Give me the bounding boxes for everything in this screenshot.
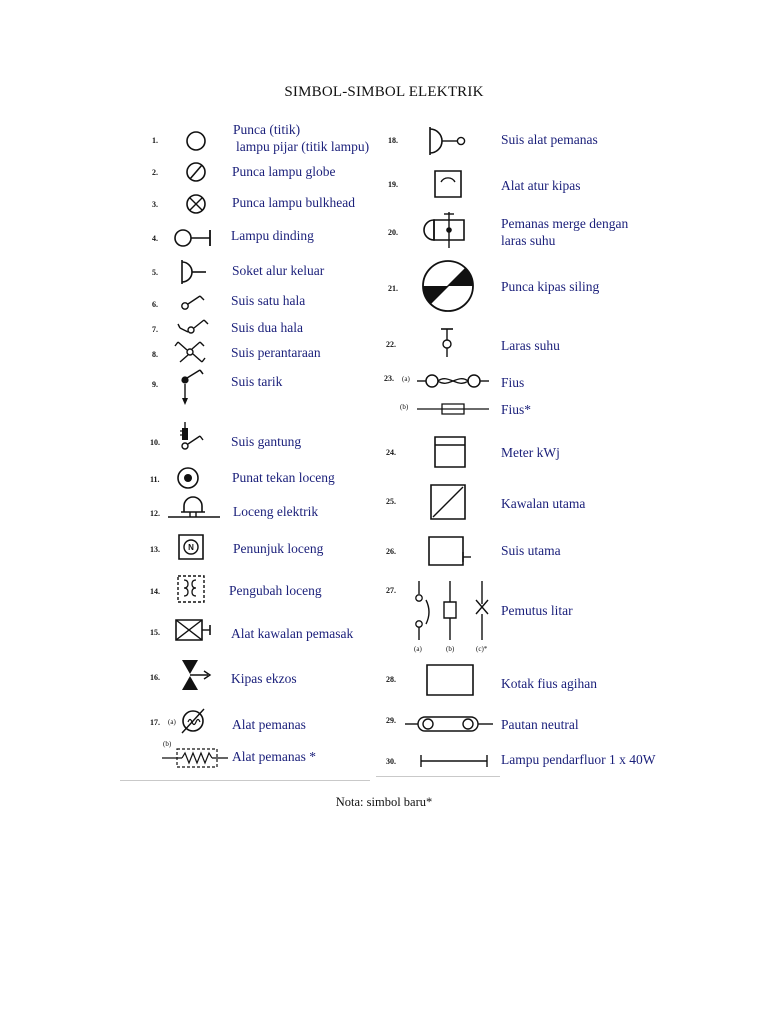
item-label: Lampu pendarfluor 1 x 40W <box>501 752 656 767</box>
item-number: 25. <box>386 497 396 506</box>
pull-switch-icon <box>172 366 212 410</box>
item-label: Punca (titik) <box>233 122 301 137</box>
heater-new-icon <box>160 746 230 772</box>
item-number: 24. <box>386 448 396 457</box>
item-number: 6. <box>152 300 158 309</box>
item-sub-label: (b) <box>446 645 455 653</box>
item-label: Alat kawalan pemasak <box>231 626 354 641</box>
item-number: 19. <box>388 180 398 189</box>
item-number: 10. <box>150 438 160 447</box>
one-way-switch-icon <box>178 290 214 314</box>
ceiling-fan-icon <box>420 258 476 314</box>
item-label: Kipas ekzos <box>231 671 297 686</box>
item-number: 30. <box>386 757 396 766</box>
item-label: Alat pemanas * <box>232 749 316 764</box>
kwh-meter-icon <box>432 434 468 470</box>
page-title: SIMBOL-SIMBOL ELEKTRIK <box>284 84 484 100</box>
crossed-circle-icon <box>178 190 214 218</box>
item-sub-label: (b) <box>400 403 409 411</box>
item-label: Pemutus litar <box>501 603 573 618</box>
bell-push-icon <box>174 464 210 492</box>
item-number: 13. <box>150 545 160 554</box>
heater-switch-icon <box>424 124 474 158</box>
item-number: 2. <box>152 168 158 177</box>
item-label: Suis perantaraan <box>231 345 321 360</box>
item-label: Laras suhu <box>501 338 560 353</box>
socket-outlet-icon <box>176 258 212 286</box>
intermediate-switch-icon <box>172 338 212 366</box>
fluorescent-lamp-icon <box>418 752 490 770</box>
exhaust-fan-icon <box>174 656 214 694</box>
item-number: 23. <box>384 374 394 383</box>
item-number: 28. <box>386 675 396 684</box>
item-number: 5. <box>152 268 158 277</box>
item-label: Suis satu hala <box>231 293 306 308</box>
item-label-line-2: laras suhu <box>501 233 556 248</box>
item-label: Punat tekan loceng <box>232 470 335 485</box>
item-number: 1. <box>152 136 158 145</box>
item-number: 22. <box>386 340 396 349</box>
item-label: Fius* <box>501 402 532 417</box>
item-label: Meter kWj <box>501 445 560 460</box>
divider <box>120 780 370 781</box>
item-label: Penunjuk loceng <box>233 541 324 556</box>
divider <box>376 776 500 777</box>
item-label: Suis gantung <box>231 434 302 449</box>
item-number: 8. <box>152 350 158 359</box>
item-number: 14. <box>150 587 160 596</box>
item-number: 9. <box>152 380 158 389</box>
two-way-switch-icon <box>176 312 216 338</box>
item-sub-label: (a) <box>402 375 410 383</box>
bell-transformer-icon <box>174 572 210 608</box>
item-number: 26. <box>386 547 396 556</box>
item-label: Soket alur keluar <box>232 263 325 278</box>
item-label: Punca lampu bulkhead <box>232 195 355 210</box>
slashed-circle-icon <box>178 158 214 186</box>
svg-text:N: N <box>188 543 194 552</box>
item-number: 17. <box>150 718 160 727</box>
item-number: 12. <box>150 509 160 518</box>
item-number: 20. <box>388 228 398 237</box>
item-label: Punca kipas siling <box>501 279 600 294</box>
thermostat-icon <box>432 326 462 360</box>
item-number: 7. <box>152 325 158 334</box>
cooker-control-icon <box>172 616 216 646</box>
item-label: Kotak fius agihan <box>501 676 597 691</box>
neutral-link-icon <box>404 712 494 736</box>
item-number: 4. <box>152 234 158 243</box>
item-label: Pengubah loceng <box>229 583 322 598</box>
fan-regulator-icon <box>432 168 466 200</box>
item-label: Lampu dinding <box>231 228 314 243</box>
footnote: Nota: simbol baru* <box>335 795 433 809</box>
pendant-switch-icon <box>172 420 212 456</box>
item-label: Punca lampu globe <box>232 164 336 179</box>
fuse-icon <box>416 370 490 392</box>
electric-bell-icon <box>166 494 228 522</box>
item-label: Loceng elektrik <box>233 504 319 519</box>
main-control-icon <box>428 482 468 522</box>
bell-indicator-icon <box>176 532 208 562</box>
main-switch-icon <box>426 534 476 570</box>
item-sub-label: (c)* <box>476 645 488 653</box>
circle-icon <box>178 126 214 156</box>
heater-icon <box>178 706 212 738</box>
item-label: Suis utama <box>501 543 561 558</box>
item-label: Pautan neutral <box>501 717 579 732</box>
item-sub-label: (a) <box>168 718 176 726</box>
item-label: Fius <box>501 375 525 390</box>
item-sub-label: (a) <box>414 645 422 653</box>
item-label: Suis tarik <box>231 374 283 389</box>
item-number: 16. <box>150 673 160 682</box>
item-label: Alat atur kipas <box>501 178 581 193</box>
item-number: 29. <box>386 716 396 725</box>
wall-lamp-icon <box>170 224 224 252</box>
item-number: 11. <box>150 475 160 484</box>
item-label: Kawalan utama <box>501 496 586 511</box>
item-number: 3. <box>152 200 158 209</box>
item-label: Alat pemanas <box>232 717 306 732</box>
item-label-line-2: lampu pijar (titik lampu) <box>236 139 370 154</box>
circuit-breaker-icon <box>408 580 498 646</box>
item-number: 27. <box>386 586 396 595</box>
distribution-box-icon <box>424 662 476 698</box>
water-heater-thermostat-icon <box>420 210 476 250</box>
item-label: Suis dua hala <box>231 320 303 335</box>
fuse-new-icon <box>416 400 490 418</box>
item-number: 15. <box>150 628 160 637</box>
item-sub-label: (b) <box>163 740 172 748</box>
item-number: 18. <box>388 136 398 145</box>
item-number: 21. <box>388 284 398 293</box>
item-label: Suis alat pemanas <box>501 132 598 147</box>
item-label: Pemanas merge dengan <box>501 216 629 231</box>
